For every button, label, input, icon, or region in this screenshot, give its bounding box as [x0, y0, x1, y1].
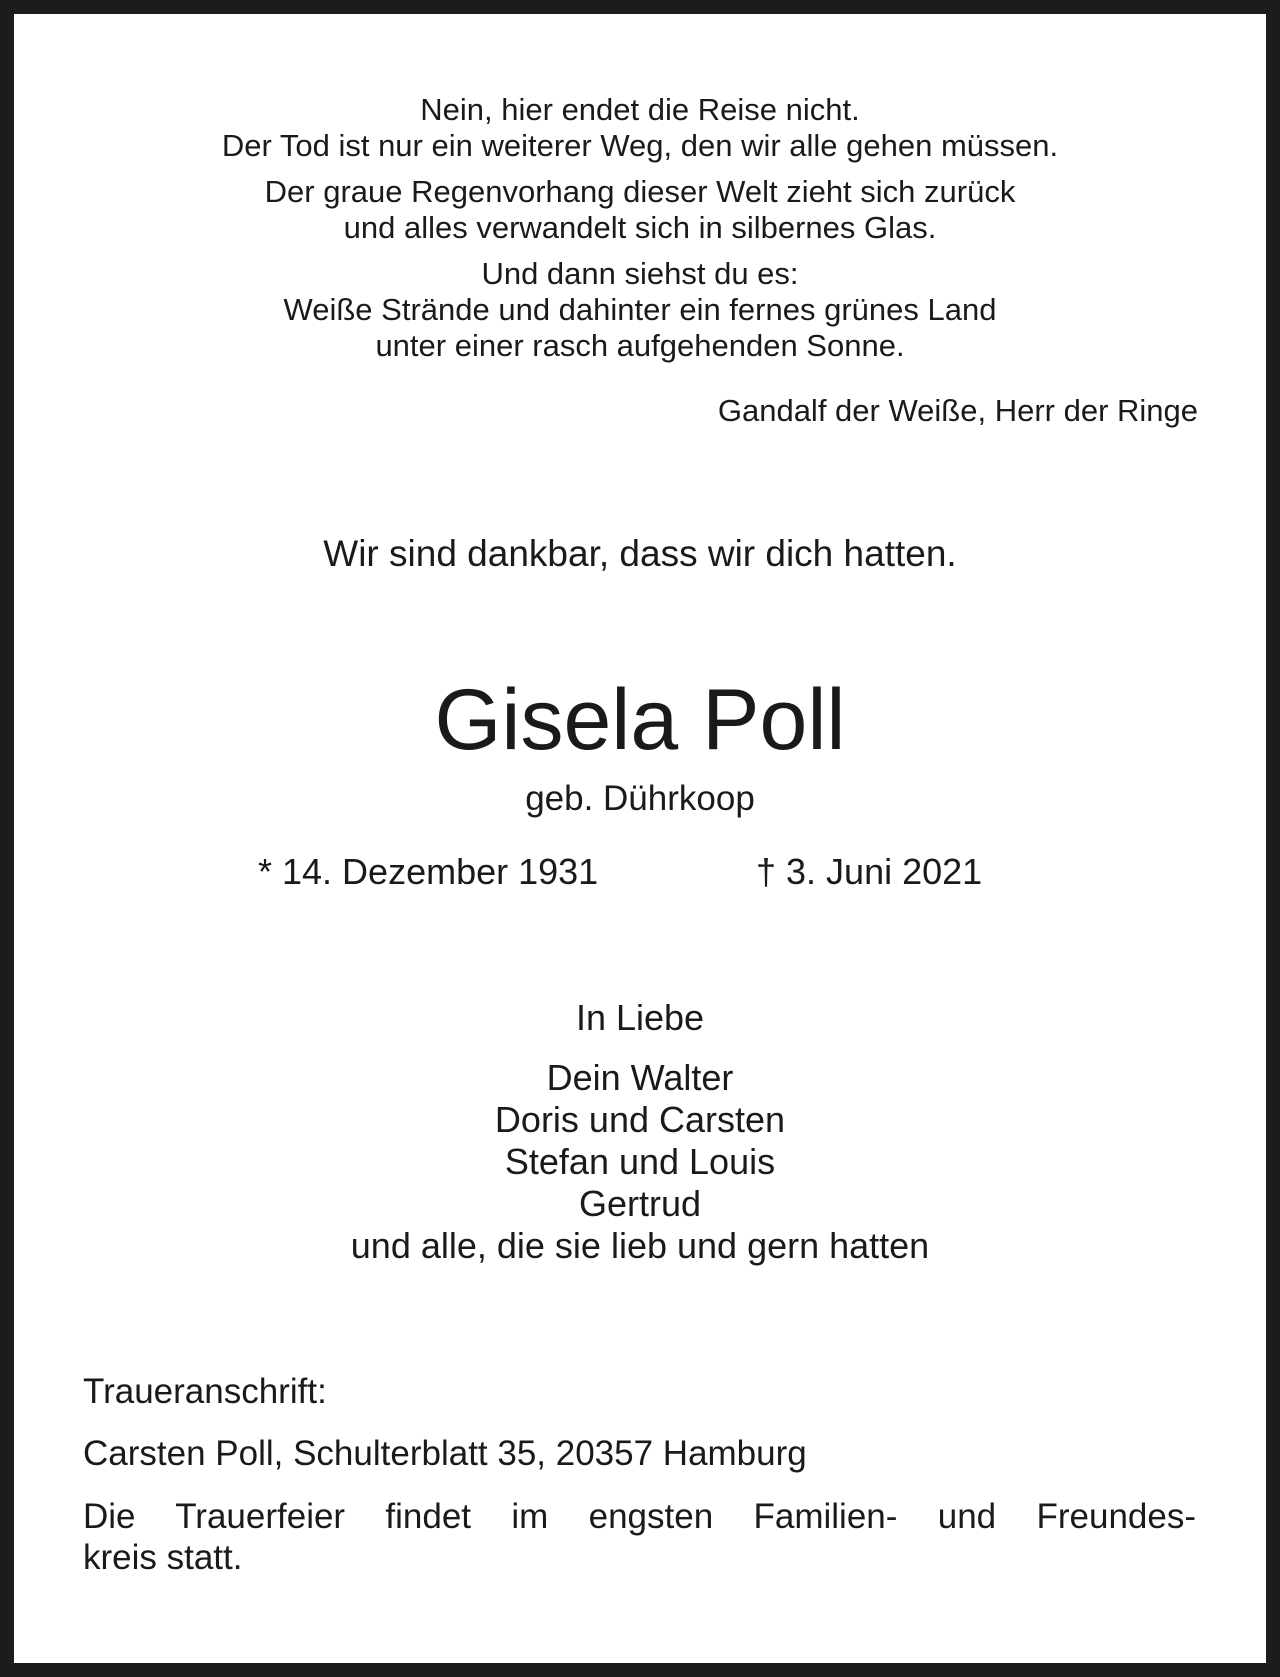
- address-value: Carsten Poll, Schulterblatt 35, 20357 Hamburg: [83, 1434, 807, 1473]
- poem-attribution: Gandalf der Weiße, Herr der Ringe: [717, 393, 1198, 428]
- address-label: Traueranschrift:: [83, 1372, 327, 1411]
- mourner-name: Gertrud: [578, 1183, 702, 1224]
- mourner-name: Doris und Carsten: [494, 1099, 786, 1140]
- ceremony-note: [83, 1496, 1196, 1578]
- poem-stanza-1: [14, 92, 1266, 164]
- poem-line: Der Tod ist nur ein weiterer Weg, den wir alle gehen müssen.: [221, 128, 1059, 163]
- poem-line: Und dann siehst du es:: [481, 256, 799, 291]
- birth-date: * 14. Dezember 1931: [258, 851, 599, 892]
- mourner-name: Stefan und Louis: [504, 1141, 776, 1182]
- mourner-name: und alle, die sie lieb und gern hatten: [350, 1225, 930, 1266]
- death-date: † 3. Juni 2021: [756, 851, 983, 892]
- poem-stanza-2: [14, 174, 1266, 246]
- in-liebe-line: In Liebe: [575, 997, 705, 1038]
- poem-line: Nein, hier endet die Reise nicht.: [420, 92, 860, 127]
- poem-line: und alles verwandelt sich in silbernes Glas.: [343, 210, 937, 245]
- poem-stanza-3: [14, 256, 1266, 364]
- poem: [14, 92, 1266, 374]
- poem-line: Der graue Regenvorhang dieser Welt zieht sich zurück: [264, 174, 1016, 209]
- poem-line: Weiße Strände und dahinter ein fernes grünes Land: [283, 292, 997, 327]
- poem-line: unter einer rasch aufgehenden Sonne.: [375, 328, 905, 363]
- maiden-name: geb. Dührkoop: [525, 779, 755, 818]
- ceremony-line: Die Trauerfeier findet im engsten Familien- und Freundes-: [83, 1497, 1196, 1536]
- mourner-name: Dein Walter: [546, 1057, 734, 1098]
- ceremony-line: kreis statt.: [83, 1538, 243, 1577]
- mourner-list: [14, 1057, 1266, 1267]
- thanks-line: Wir sind dankbar, dass wir dich hatten.: [323, 533, 957, 574]
- deceased-name: Gisela Poll: [434, 672, 846, 768]
